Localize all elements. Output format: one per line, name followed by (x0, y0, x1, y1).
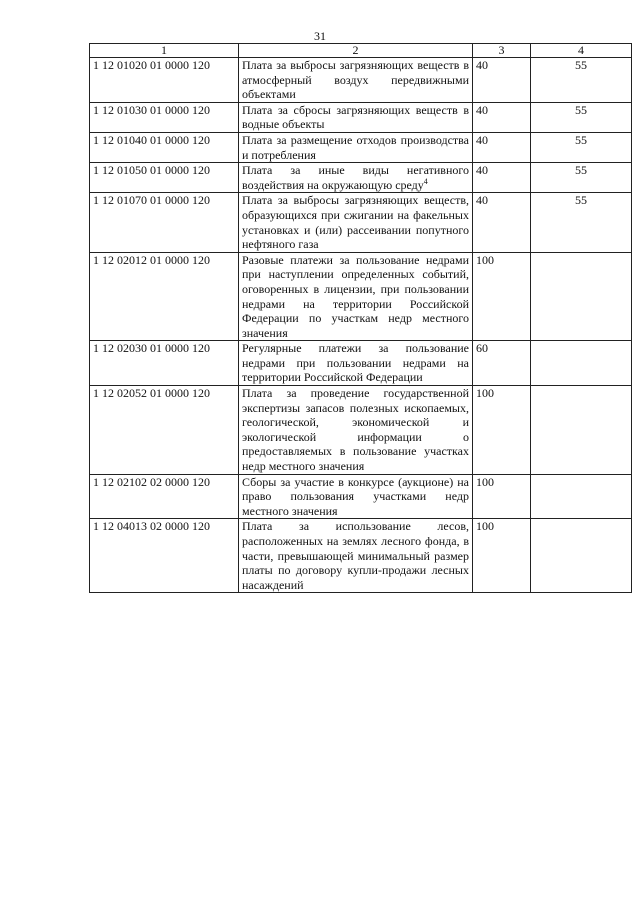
table-row (90, 474, 632, 519)
value-col3: 100 (473, 386, 531, 475)
code-cell: 1 12 01050 01 0000 120 (90, 163, 239, 193)
value-col3: 40 (473, 193, 531, 252)
name-cell (239, 474, 473, 519)
value-col3: 40 (473, 102, 531, 132)
name-cell (239, 132, 473, 162)
code-cell: 1 12 01020 01 0000 120 (90, 58, 239, 103)
value-col4: 55 (531, 58, 632, 103)
budget-code-table (89, 43, 632, 593)
name-text: Плата за использование лесов, расположенных на землях лесного фонда, в части, превышающей минимальный размер платы по договору купли-продажи лесных насаждений (242, 519, 469, 592)
name-cell (239, 386, 473, 475)
table-header-row (90, 44, 632, 58)
page-number: 31 (314, 29, 326, 43)
value-col3: 100 (473, 519, 531, 593)
table-row (90, 386, 632, 475)
value-col3: 40 (473, 58, 531, 103)
value-col4: 55 (531, 132, 632, 162)
value-col4 (531, 519, 632, 593)
name-cell (239, 519, 473, 593)
name-text: Плата за выбросы загрязняющих веществ в атмосферный воздух передвижными объектами (242, 58, 469, 102)
value-col3: 60 (473, 341, 531, 386)
footnote-mark: 4 (423, 176, 428, 186)
code-cell: 1 12 02052 01 0000 120 (90, 386, 239, 475)
value-col4 (531, 252, 632, 341)
value-col3: 100 (473, 474, 531, 519)
name-text: Плата за выбросы загрязняющих веществ, образующихся при сжигании на факельных установках и (или) рассеивании попутного нефтяного газа (242, 193, 469, 252)
value-col4: 55 (531, 102, 632, 132)
name-text: Плата за проведение государственной экспертизы запасов полезных ископаемых, геологической, экономической и экологической информации о предоставляемых в пользование участках недр местного значения (242, 386, 469, 474)
value-col3: 100 (473, 252, 531, 341)
table-row (90, 163, 632, 193)
code-cell: 1 12 02102 02 0000 120 (90, 474, 239, 519)
name-cell (239, 193, 473, 252)
table-row (90, 252, 632, 341)
value-col4 (531, 341, 632, 386)
value-col4 (531, 474, 632, 519)
name-text: Разовые платежи за пользование недрами при наступлении определенных событий, оговоренных в лицензии, при пользовании недрами на территории Российской Федерации по участкам недр местного значения (242, 252, 469, 340)
name-cell (239, 252, 473, 341)
column-header-1: 1 (90, 44, 239, 58)
name-cell (239, 58, 473, 103)
code-cell: 1 12 01040 01 0000 120 (90, 132, 239, 162)
column-header-4: 4 (531, 44, 632, 58)
column-header-2: 2 (239, 44, 473, 58)
name-text: Регулярные платежи за пользование недрами при пользовании недрами на территории Российской Федерации (242, 341, 469, 385)
table-row (90, 102, 632, 132)
code-cell: 1 12 01070 01 0000 120 (90, 193, 239, 252)
value-col3: 40 (473, 132, 531, 162)
table-row (90, 519, 632, 593)
table-row (90, 193, 632, 252)
value-col3: 40 (473, 163, 531, 193)
table-row (90, 132, 632, 162)
name-text: Плата за размещение отходов производства и потребления (242, 132, 469, 162)
name-cell (239, 163, 473, 193)
name-text: Плата за иные виды негативного воздействия на окружающую среду (242, 163, 469, 192)
value-col4: 55 (531, 163, 632, 193)
code-cell: 1 12 02012 01 0000 120 (90, 252, 239, 341)
name-text: Сборы за участие в конкурсе (аукционе) на право пользования участками недр местного значения (242, 474, 469, 518)
name-cell (239, 341, 473, 386)
code-cell: 1 12 01030 01 0000 120 (90, 102, 239, 132)
table-row (90, 341, 632, 386)
code-cell: 1 12 04013 02 0000 120 (90, 519, 239, 593)
name-cell (239, 102, 473, 132)
code-cell: 1 12 02030 01 0000 120 (90, 341, 239, 386)
name-text: Плата за сбросы загрязняющих веществ в водные объекты (242, 102, 469, 132)
value-col4: 55 (531, 193, 632, 252)
column-header-3: 3 (473, 44, 531, 58)
value-col4 (531, 386, 632, 475)
table-row (90, 58, 632, 103)
